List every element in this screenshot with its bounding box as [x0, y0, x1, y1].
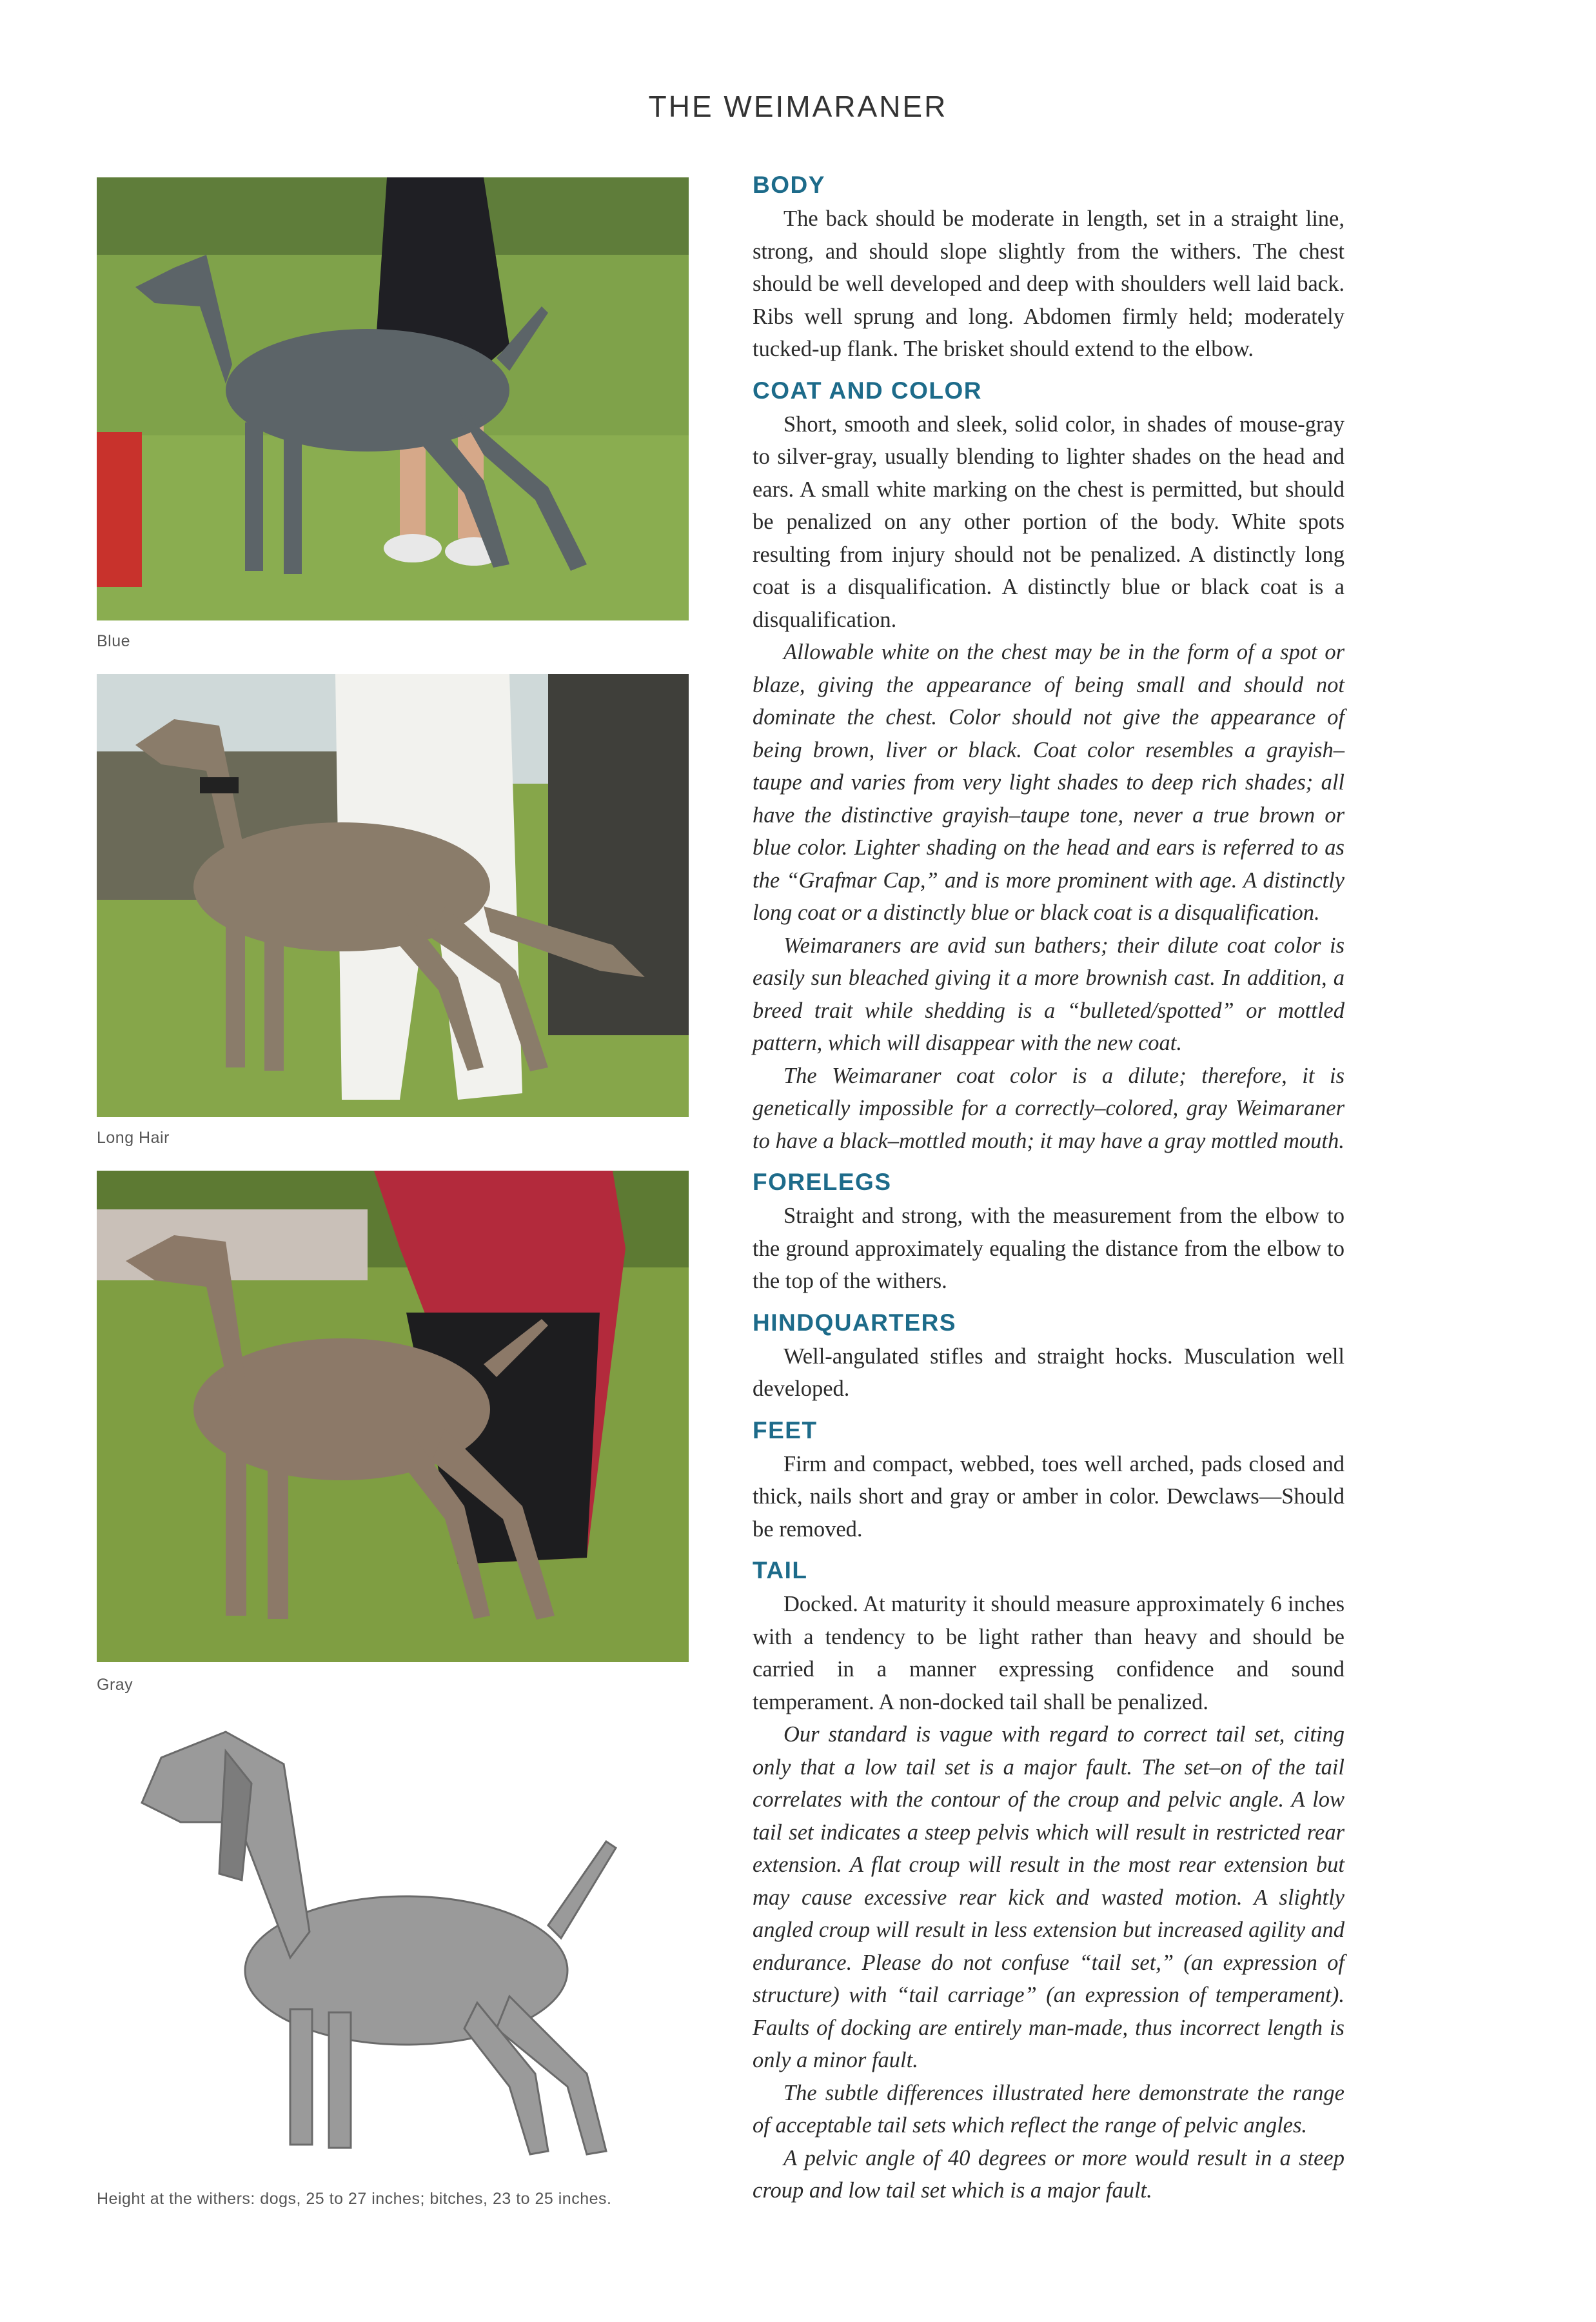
- dog-photo-blue: [97, 177, 689, 620]
- section-hindquarters: [753, 1307, 1345, 1405]
- paragraph-commentary: Allowable white on the chest may be in the form of a spot or blaze, giving the appearance of being small and should not dominate the chest. Color should not give the appearance of being brown, liver or black. Coat color resembles a grayish–taupe and varies from very light shades to deep rich shades; all have the distinctive grayish–taupe tone, never a true brown or blue color. Lighter shading on the head and ears is referred to as the “Grafmar Cap,” and is more prominent with age. A distinctly long coat or a distinctly blue or black coat is a disqualification.: [753, 640, 1345, 925]
- paragraph-commentary: The subtle differences illustrated here demonstrate the range of acceptable tail sets which reflect the range of pelvic angles.: [753, 2080, 1345, 2138]
- section-feet: [753, 1414, 1345, 1546]
- section-title: FORELEGS: [753, 1169, 892, 1195]
- dog-illustration: [97, 1712, 689, 2177]
- section-title: FEET: [753, 1416, 818, 1444]
- standard-text: [753, 169, 1345, 2207]
- section-body: [753, 169, 1345, 366]
- section-title: BODY: [753, 172, 825, 198]
- caption-gray: Gray: [97, 1676, 133, 1694]
- section-title: COAT AND COLOR: [753, 377, 983, 404]
- section-tail: [753, 1554, 1345, 2207]
- caption-long-hair: Long Hair: [97, 1129, 170, 1147]
- paragraph: Firm and compact, webbed, toes well arched, pads closed and thick, nails short and gray or amber in color. Dewclaws—Should be removed.: [753, 1451, 1345, 1542]
- paragraph: Short, smooth and sleek, solid color, in shades of mouse-gray to silver-gray, usually blending to lighter shades on the head and ears. A small white marking on the chest is permitted, but should be penalized on any other portion of the body. White spots resulting from injury should not be penalized. A distinctly long coat is a disqualification. A distinctly blue or black coat is a disqualification.: [753, 412, 1345, 632]
- section-coat-and-color: [753, 375, 1345, 1158]
- paragraph: The back should be moderate in length, set in a straight line, strong, and should slope slightly from the withers. The chest should be well developed and deep with shoulders well laid back. Ribs well sprung and long. Abdomen firmly held; moderately tucked-up flank. The brisket should extend to the elbow.: [753, 206, 1345, 361]
- dog-photo-long-hair: [97, 674, 689, 1117]
- paragraph-commentary: The Weimaraner coat color is a dilute; therefore, it is genetically impossible for a correctly–colored, gray Weimaraner to have a black–mottled mouth; it may have a gray mottled mouth.: [753, 1063, 1345, 1153]
- caption-blue: Blue: [97, 632, 131, 650]
- paragraph-commentary: Our standard is vague with regard to correct tail set, citing only that a low tail set is a major fault. The set–on of the tail correlates with the contour of the croup and pelvic angle. A low tail set indicates a steep pelvis which will result in restricted rear extension. A flat croup will result in the most rear extension but may cause excessive rear kick and wasted motion. A slightly angled croup will result in less extension but increased agility and endurance. Please do not confuse “tail set,” (an expression of structure) with “tail carriage” (an expression of temperament). Faults of docking are entirely man-made, thus incorrect length is only a minor fault.: [753, 1722, 1345, 2072]
- section-title: HINDQUARTERS: [753, 1309, 957, 1336]
- running-head: THE WEIMARANER: [648, 90, 948, 123]
- section-title: TAIL: [753, 1557, 808, 1583]
- paragraph: Straight and strong, with the measurement from the elbow to the ground approximately equaling the distance from the elbow to the top of the withers.: [753, 1204, 1345, 1293]
- paragraph: Well-angulated stifles and straight hocks. Musculation well developed.: [753, 1344, 1345, 1401]
- paragraph-commentary: Weimaraners are avid sun bathers; their dilute coat color is easily sun bleached giving it a more brownish cast. In addition, a breed trait while shedding is a “bulleted/spotted” or mottled pattern, which will disappear with the new coat.: [753, 933, 1345, 1055]
- section-forelegs: [753, 1166, 1345, 1298]
- paragraph: Docked. At maturity it should measure approximately 6 inches with a tendency to be light rather than heavy and should be carried in a manner expressing confidence and sound temperament. A non-docked tail shall be penalized.: [753, 1592, 1345, 1714]
- caption-height: Height at the withers: dogs, 25 to 27 inches; bitches, 23 to 25 inches.: [97, 2190, 612, 2208]
- dog-photo-gray: [97, 1171, 689, 1662]
- paragraph-commentary: A pelvic angle of 40 degrees or more would result in a steep croup and low tail set which is a major fault.: [753, 2145, 1345, 2203]
